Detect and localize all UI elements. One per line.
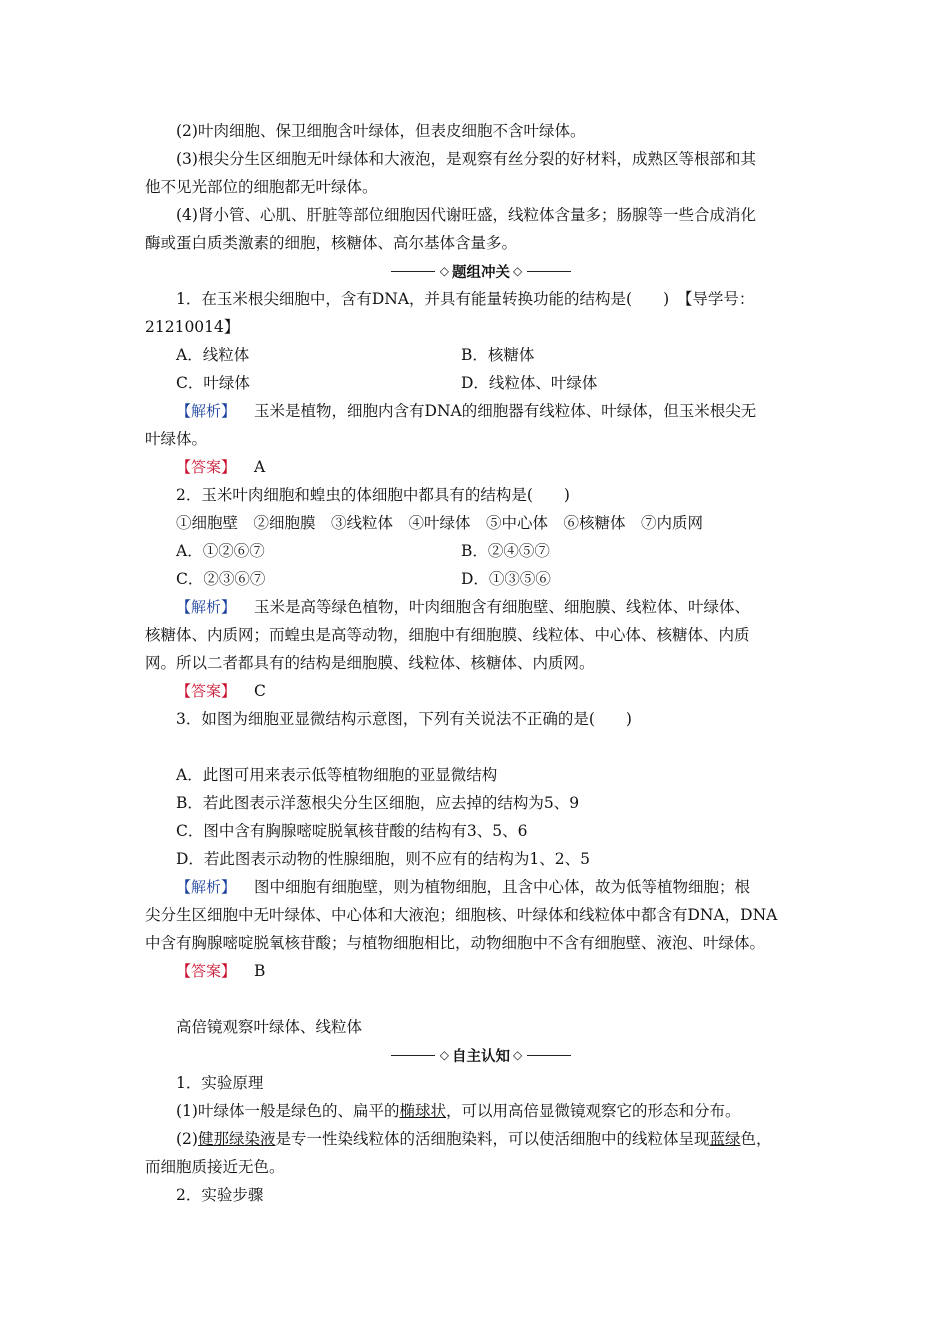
- principle-1-text-end: ，可以用高倍显微镜观察它的形态和分布。: [445, 1102, 741, 1120]
- q2-option-d: D．①③⑤⑥: [461, 570, 551, 588]
- section-title: 自主认知: [452, 1048, 510, 1065]
- q2-analysis-line3: 网。所以二者都具有的结构是细胞膜、线粒体、核糖体、内质网。: [145, 654, 595, 672]
- q1-stem-line1: 1．在玉米根尖细胞中，含有DNA，并具有能量转换功能的结构是( ) 【导学号：: [176, 290, 755, 308]
- analysis-tag: 【解析】: [176, 878, 237, 896]
- q1-options-row2: [145, 369, 817, 397]
- diamond-icon: ◇: [439, 1048, 449, 1062]
- note-3-line1: (3)根尖分生区细胞无叶绿体和大液泡，是观察有丝分裂的好材料，成熟区等根部和其: [176, 150, 756, 168]
- q1-analysis-line2: 叶绿体。: [145, 430, 208, 448]
- q3-answer-line: [145, 957, 817, 985]
- q3-stem: 3．如图为细胞亚显微结构示意图，下列有关说法不正确的是( ): [176, 710, 632, 728]
- q1-options-row1: [145, 341, 817, 369]
- divider-rule-right: [527, 1055, 571, 1056]
- q3-option-c: C．图中含有胸腺嘧啶脱氧核苷酸的结构有3、5、6: [176, 822, 528, 840]
- note-4-line2: 酶或蛋白质类激素的细胞，核糖体、高尔基体含量多。: [145, 234, 518, 252]
- analysis-tag: 【解析】: [176, 402, 237, 420]
- principle-1-keyword: 椭球状: [399, 1102, 446, 1120]
- principle-2-num: (2): [176, 1130, 198, 1148]
- q1-option-d: D．线粒体、叶绿体: [461, 374, 598, 392]
- spacer: [145, 985, 817, 1013]
- answer-tag: 【答案】: [176, 458, 237, 476]
- q3-analysis-line3: 中含有胸腺嘧啶脱氧核苷酸；与植物细胞相比，动物细胞中不含有细胞壁、液泡、叶绿体。: [145, 934, 766, 952]
- q2-analysis-line2: 核糖体、内质网；而蝗虫是高等动物，细胞中有细胞膜、线粒体、中心体、核糖体、内质: [145, 626, 750, 644]
- principle-2-text: 是专一性染线粒体的活细胞染料，可以使活细胞中的线粒体呈现: [275, 1130, 710, 1148]
- diamond-icon: ◇: [513, 264, 523, 278]
- q1-answer: A: [254, 458, 266, 476]
- q3-analysis-text: 图中细胞有细胞壁，则为植物细胞，且含中心体，故为低等植物细胞；根: [254, 878, 751, 896]
- q1-option-c: C．叶绿体: [176, 374, 250, 392]
- q1-stem-line2: 21210014】: [145, 318, 240, 336]
- q2-option-b: B．②④⑤⑦: [461, 542, 550, 560]
- q3-option-b: B．若此图表示洋葱根尖分生区细胞，应去掉的结构为5、9: [176, 794, 580, 812]
- answer-tag: 【答案】: [176, 962, 237, 980]
- divider-rule-left: [391, 1055, 435, 1056]
- principle-2-text-end: 色，: [740, 1130, 772, 1148]
- q2-stem: 2．玉米叶肉细胞和蝗虫的体细胞中都具有的结构是( ): [176, 486, 570, 504]
- divider-rule-right: [527, 271, 571, 272]
- q3-option-d: D．若此图表示动物的性腺细胞，则不应有的结构为1、2、5: [176, 850, 591, 868]
- principle-1: [145, 1097, 817, 1125]
- diamond-icon: ◇: [439, 264, 449, 278]
- principle-heading: 1．实验原理: [176, 1074, 264, 1092]
- principle-2-keyword-1: 健那绿染液: [197, 1130, 276, 1148]
- note-2: (2)叶肉细胞、保卫细胞含叶绿体，但表皮细胞不含叶绿体。: [176, 122, 586, 140]
- q1-analysis-text: 玉米是植物，细胞内含有DNA的细胞器有线粒体、叶绿体，但玉米根尖无: [254, 402, 757, 420]
- principle-1-text: (1)叶绿体一般是绿色的、扁平的: [176, 1102, 400, 1120]
- q2-answer: C: [254, 682, 266, 700]
- q2-option-a: A．①②⑥⑦: [176, 542, 265, 560]
- principle-2-line1: [145, 1125, 817, 1153]
- q2-items: ①细胞壁 ②细胞膜 ③线粒体 ④叶绿体 ⑤中心体 ⑥核糖体 ⑦内质网: [176, 514, 704, 532]
- document-page: [145, 117, 817, 1209]
- principle-2-keyword-2: 蓝绿: [709, 1130, 741, 1148]
- q1-analysis-line1: [145, 397, 817, 425]
- q2-options-row2: [145, 565, 817, 593]
- q3-analysis-line1: [145, 873, 817, 901]
- q1-answer-line: [145, 453, 817, 481]
- analysis-tag: 【解析】: [176, 598, 237, 616]
- q2-answer-line: [145, 677, 817, 705]
- q2-analysis-line1: [145, 593, 817, 621]
- principle-2-line2: 而细胞质接近无色。: [145, 1158, 285, 1176]
- note-4-line1: (4)肾小管、心肌、肝脏等部位细胞因代谢旺盛，线粒体含量多；肠腺等一些合成消化: [176, 206, 756, 224]
- q3-answer: B: [254, 962, 266, 980]
- answer-tag: 【答案】: [176, 682, 237, 700]
- steps-heading: 2．实验步骤: [176, 1186, 264, 1204]
- divider-rule-left: [391, 271, 435, 272]
- q3-analysis-line2: 尖分生区细胞中无叶绿体、中心体和大液泡；细胞核、叶绿体和线粒体中都含有DNA，DNA: [145, 906, 778, 924]
- diamond-icon: ◇: [513, 1048, 523, 1062]
- q3-option-a: A．此图可用来表示低等植物细胞的亚显微结构: [176, 766, 498, 784]
- section-divider-practice: [145, 257, 817, 285]
- note-3-line2: 他不见光部位的细胞都无叶绿体。: [145, 178, 378, 196]
- topic-title: 高倍镜观察叶绿体、线粒体: [176, 1018, 363, 1036]
- q1-option-a: A．线粒体: [176, 346, 250, 364]
- q2-option-c: C．②③⑥⑦: [176, 570, 266, 588]
- q2-analysis-text: 玉米是高等绿色植物，叶肉细胞含有细胞壁、细胞膜、线粒体、叶绿体、: [254, 598, 751, 616]
- figure-placeholder: [145, 733, 817, 761]
- q2-options-row1: [145, 537, 817, 565]
- q1-option-b: B．核糖体: [461, 346, 535, 364]
- section-divider-self-study: [145, 1041, 817, 1069]
- section-title: 题组冲关: [452, 264, 510, 281]
